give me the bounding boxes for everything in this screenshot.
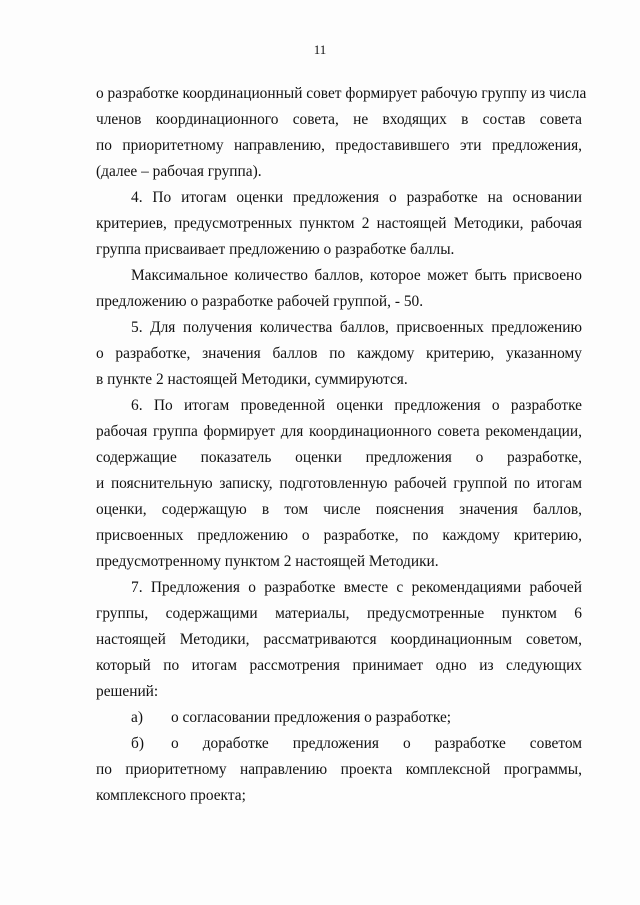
text-line: содержащие показатель оценки предложения о разработке, [96, 449, 582, 466]
text-line: предложению о разработке рабочей группой, - 50. [96, 293, 424, 310]
text-line: 5. Для получения количества баллов, присвоенных предложению [131, 319, 582, 336]
text-line: Максимальное количество баллов, которое может быть присвоено [131, 267, 582, 284]
text-line: настоящей Методики, рассматриваются координационным советом, [96, 631, 582, 648]
text-line: и пояснительную записку, подготовленную рабочей группой по итогам [96, 475, 582, 492]
text-line: членов координационного совета, не входящих в состав совета [96, 111, 582, 128]
list-item-letter: б) [131, 735, 144, 752]
text-line: комплексного проекта; [96, 787, 246, 804]
text-line: 6. По итогам проведенной оценки предложения о разработке [131, 397, 582, 414]
text-line: рабочая группа формирует для координационного совета рекомендации, [96, 423, 582, 440]
page-number: 11 [313, 42, 327, 57]
text-line: по приоритетному направлению, предоставившего эти предложения, [96, 137, 582, 154]
text-line: предусмотренному пунктом 2 настоящей Методики. [96, 553, 439, 570]
list-item-letter: а) [131, 709, 143, 726]
text-line: 4. По итогам оценки предложения о разработке на основании [131, 189, 582, 206]
text-line: группа присваивает предложению о разработке баллы. [96, 241, 455, 258]
text-line: решений: [96, 683, 159, 700]
text-line: о разработке координационный совет формирует рабочую группу из числа [96, 85, 587, 102]
text-line: который по итогам рассмотрения принимает одно из следующих [96, 657, 582, 674]
list-item-text: о доработке предложения о разработке советом [171, 735, 582, 752]
text-line: в пункте 2 настоящей Методики, суммируются. [96, 371, 408, 388]
text-line: оценки, содержащую в том числе пояснения значения баллов, [96, 501, 582, 518]
list-item-text: о согласовании предложения о разработке; [171, 709, 452, 726]
text-line: критериев, предусмотренных пунктом 2 настоящей Методики, рабочая [96, 215, 582, 232]
text-line: по приоритетному направлению проекта комплексной программы, [96, 761, 582, 778]
text-line: группы, содержащими материалы, предусмотренные пунктом 6 [96, 605, 582, 622]
text-line: (далее – рабочая группа). [96, 163, 262, 180]
text-line: присвоенных предложению о разработке, по каждому критерию, [96, 527, 582, 544]
text-line: о разработке, значения баллов по каждому критерию, указанному [96, 345, 582, 362]
text-line: 7. Предложения о разработке вместе с рекомендациями рабочей [131, 579, 582, 596]
